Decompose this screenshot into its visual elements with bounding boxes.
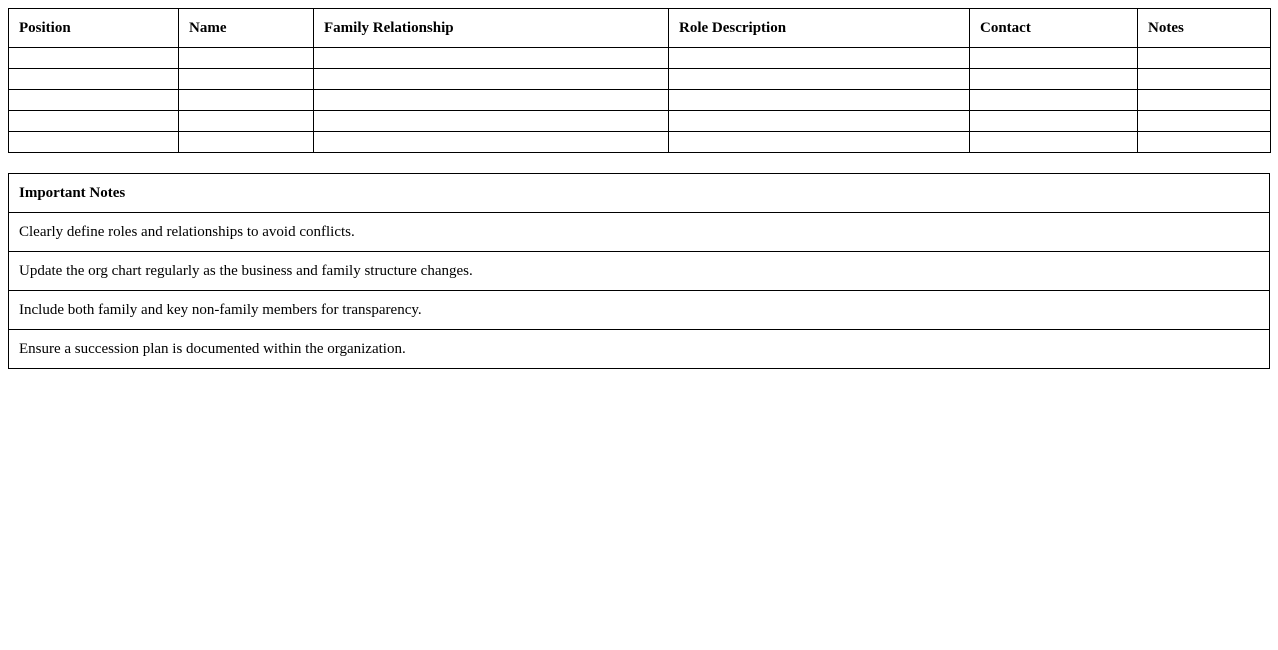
table-cell: [970, 111, 1138, 132]
table-cell: [314, 69, 669, 90]
table-cell: [1138, 48, 1271, 69]
column-header-name: Name: [179, 9, 314, 48]
column-header-position: Position: [9, 9, 179, 48]
note-item: Ensure a succession plan is documented within the organization.: [9, 330, 1270, 369]
table-cell: [970, 132, 1138, 153]
table-cell: [9, 90, 179, 111]
table-cell: [1138, 90, 1271, 111]
table-cell: [669, 111, 970, 132]
table-cell: [669, 132, 970, 153]
note-item: Update the org chart regularly as the business and family structure changes.: [9, 252, 1270, 291]
table-cell: [314, 132, 669, 153]
notes-row: [9, 213, 1270, 252]
note-item: Clearly define roles and relationships to avoid conflicts.: [9, 213, 1270, 252]
table-cell: [314, 111, 669, 132]
table-cell: [970, 90, 1138, 111]
family-org-roster-table: [8, 8, 1271, 153]
table-cell: [179, 69, 314, 90]
table-cell: [179, 90, 314, 111]
table-cell: [669, 48, 970, 69]
column-header-notes: Notes: [1138, 9, 1271, 48]
table-cell: [970, 48, 1138, 69]
notes-row: [9, 252, 1270, 291]
notes-row: [9, 330, 1270, 369]
column-header-contact: Contact: [970, 9, 1138, 48]
table-cell: [1138, 69, 1271, 90]
table-cell: [9, 111, 179, 132]
table-cell: [314, 90, 669, 111]
notes-row: [9, 291, 1270, 330]
table-cell: [9, 69, 179, 90]
column-header-family-relationship: Family Relationship: [314, 9, 669, 48]
table-cell: [9, 48, 179, 69]
column-header-role-description: Role Description: [669, 9, 970, 48]
table-row: [9, 69, 1271, 90]
table-cell: [970, 69, 1138, 90]
table-row: [9, 90, 1271, 111]
table-cell: [1138, 111, 1271, 132]
table-cell: [179, 132, 314, 153]
table-row: [9, 48, 1271, 69]
table-row: [9, 132, 1271, 153]
table-header-row: [9, 9, 1271, 48]
important-notes-table: [8, 173, 1270, 369]
table-cell: [1138, 132, 1271, 153]
note-item: Include both family and key non-family members for transparency.: [9, 291, 1270, 330]
notes-header-row: [9, 174, 1270, 213]
table-cell: [669, 69, 970, 90]
table-cell: [669, 90, 970, 111]
notes-heading: Important Notes: [9, 174, 1270, 213]
table-cell: [179, 48, 314, 69]
table-cell: [9, 132, 179, 153]
table-row: [9, 111, 1271, 132]
table-cell: [179, 111, 314, 132]
table-cell: [314, 48, 669, 69]
